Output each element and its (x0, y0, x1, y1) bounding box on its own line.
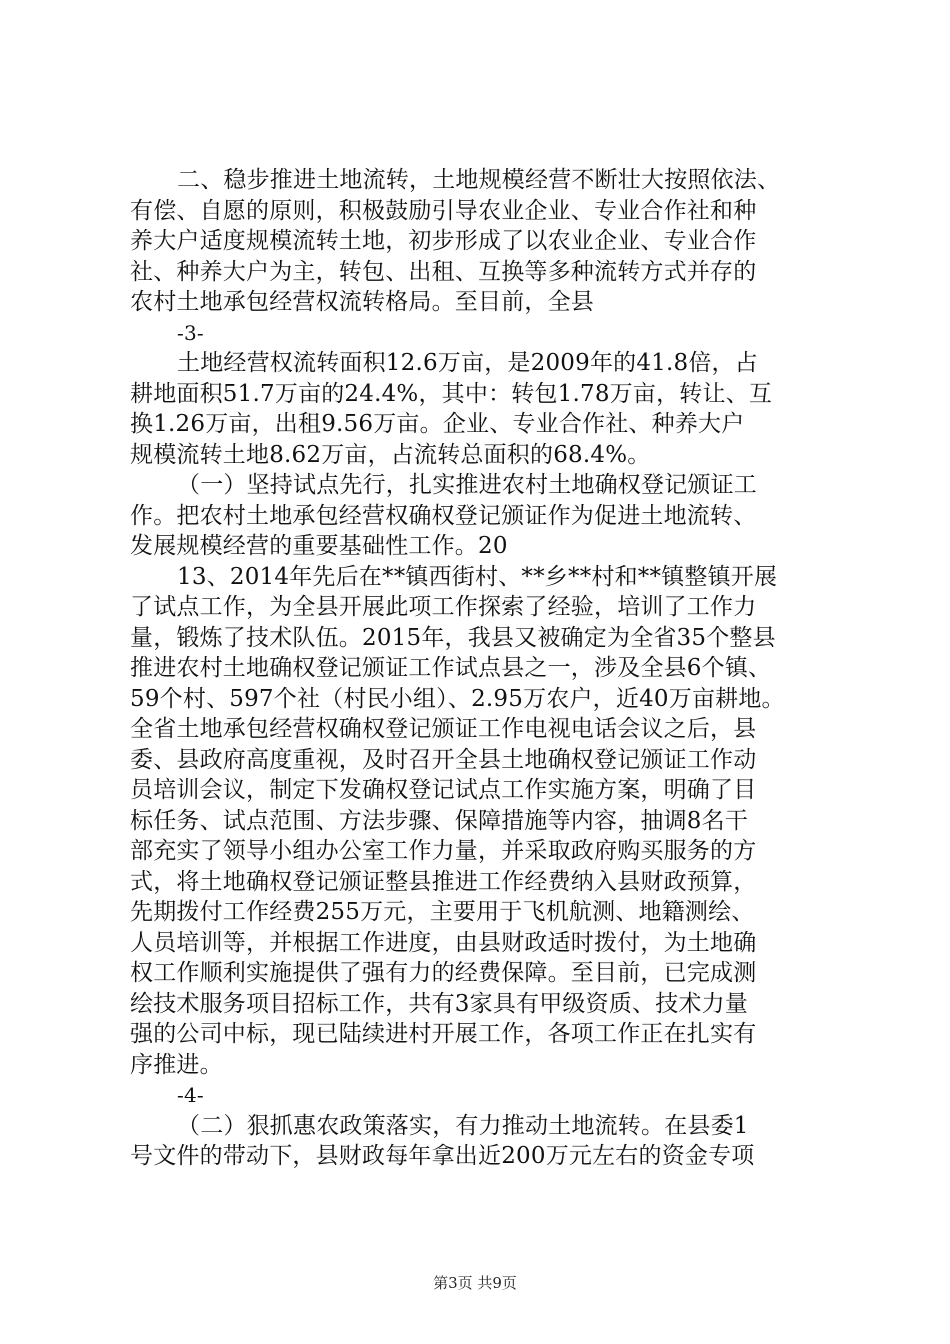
text-line: 部充实了领导小组办公室工作力量，并采取政府购买服务的方 (130, 838, 757, 864)
text-line: 土地经营权流转面积12.6万亩，是2009年的41.8倍，占 (177, 350, 758, 376)
text-line: 农村土地承包经营权流转格局。至目前，全县 (130, 289, 594, 315)
text-line: 养大户适度规模流转土地，初步形成了以农业企业、专业合作 (130, 228, 757, 254)
text-line: 强的公司中标，现已陆续进村开展工作，各项工作正在扎实有 (130, 1021, 757, 1047)
text-line: 先期拨付工作经费255万元，主要用于飞机航测、地籍测绘、 (130, 899, 755, 925)
text-line: 59个村、597个社（村民小组）、2.95万农户，近40万亩耕地。 (130, 685, 785, 712)
page-marker: -4- (177, 1083, 204, 1107)
text-line: 二、稳步推进土地流转，土地规模经营不断壮大按照依法、 (177, 167, 781, 193)
text-line: 全省土地承包经营权确权登记颁证工作电视电话会议之后，县 (130, 716, 757, 742)
text-line: （二）狠抓惠农政策落实，有力推动土地流转。在县委1 (177, 1112, 749, 1139)
text-line: 序推进。 (130, 1051, 223, 1078)
text-line: 13、2014年先后在**镇西街村、**乡**村和**镇整镇开展 (177, 563, 778, 590)
page-footer: 第3页 共9页 (433, 1274, 517, 1292)
text-line: 发展规模经营的重要基础性工作。20 (130, 533, 508, 559)
text-line: 作。把农村土地承包经营权确权登记颁证作为促进土地流转、 (130, 502, 757, 529)
text-line: 推进农村土地确权登记颁证工作试点县之一，涉及全县6个镇、 (130, 655, 772, 681)
text-line: （一）坚持试点先行，扎实推进农村土地确权登记颁证工 (177, 472, 757, 498)
text-line: 号文件的带动下，县财政每年拿出近200万元左右的资金专项 (130, 1143, 755, 1169)
text-line: 式，将土地确权登记颁证整县推进工作经费纳入县财政预算， (130, 868, 757, 895)
text-line: 绘技术服务项目招标工作，共有3家具有甲级资质、技术力量 (130, 990, 749, 1017)
text-line: 耕地面积51.7万亩的24.4%，其中：转包1.78万亩，转让、互 (130, 380, 773, 407)
text-line: 了试点工作，为全县开展此项工作探索了经验，培训了工作力 (130, 594, 757, 620)
text-line: 权工作顺利实施提供了强有力的经费保障。至目前，已完成测 (130, 960, 757, 986)
text-line: 标任务、试点范围、方法步骤、保障措施等内容，抽调8名干 (130, 807, 749, 834)
text-line: 社、种养大户为主，转包、出租、互换等多种流转方式并存的 (130, 258, 757, 285)
text-line: 有偿、自愿的原则，积极鼓励引导农业企业、专业合作社和种 (130, 197, 757, 224)
text-line: 规模流转土地8.62万亩，占流转总面积的68.4%。 (130, 441, 651, 468)
text-line: 换1.26万亩，出租9.56万亩。企业、专业合作社、种养大户 (130, 411, 745, 437)
text-line: 人员培训等，并根据工作进度，由县财政适时拨付，为土地确 (130, 929, 757, 956)
document-body (130, 165, 830, 1172)
text-line: 委、县政府高度重视，及时召开全县土地确权登记颁证工作动 (130, 746, 757, 773)
page-marker: -3- (177, 320, 204, 345)
text-line: 量，锻炼了技术队伍。2015年，我县又被确定为全省35个整县 (130, 624, 776, 651)
text-line: 员培训会议，制定下发确权登记试点工作实施方案，明确了目 (130, 777, 757, 803)
